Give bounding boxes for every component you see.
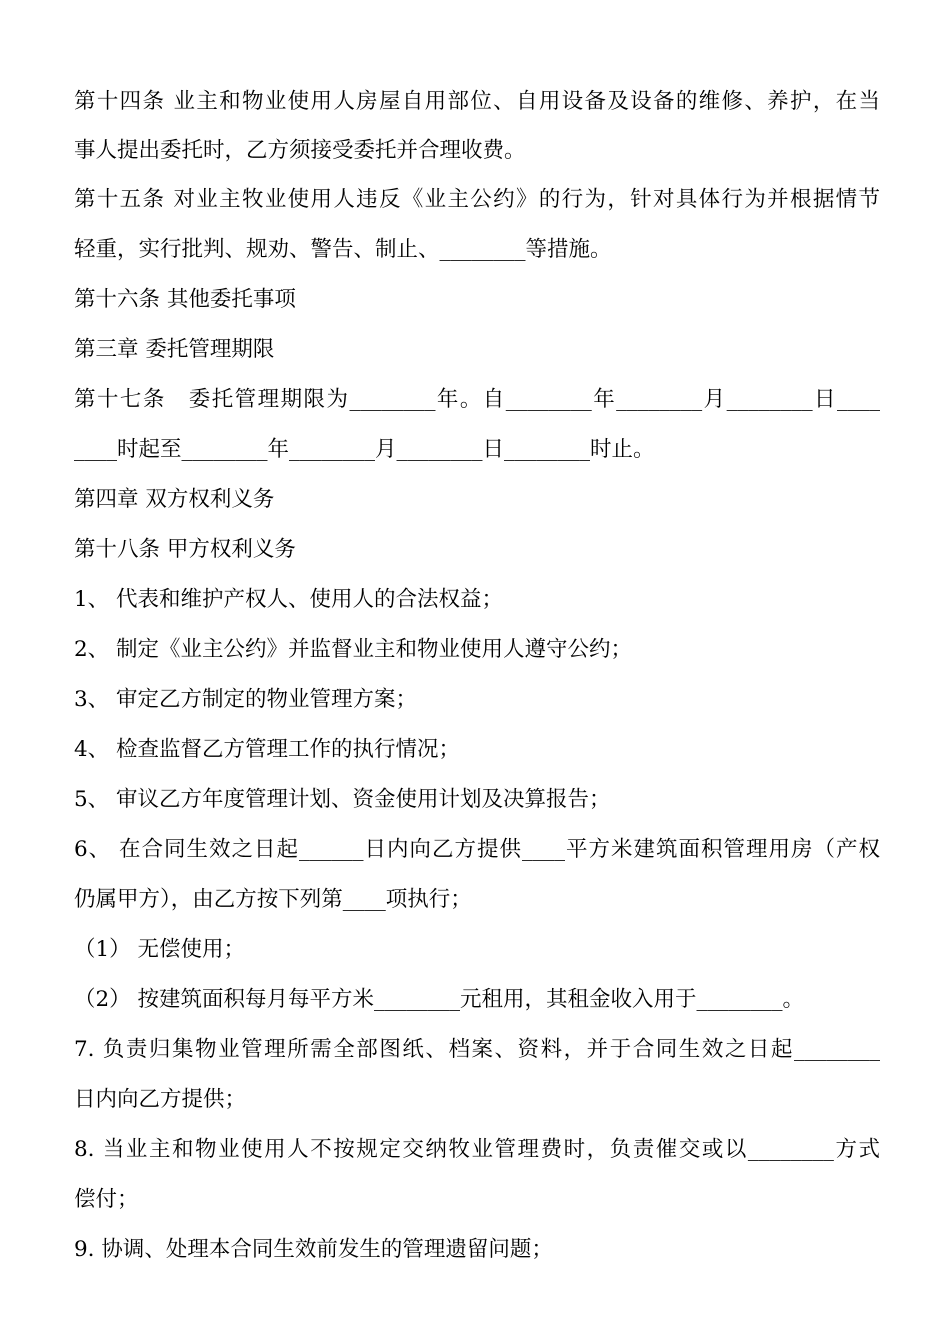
line-art18: 第十八条 甲方权利义务 [74,537,296,562]
line-art17-1: 第十七条 委托管理期限为________年。自________年________月________日____ [74,387,880,412]
line-art16: 第十六条 其他委托事项 [74,287,296,312]
line-art15-2: 轻重，实行批判、规劝、警告、制止、________等措施。 [74,237,612,262]
line-item6-1: 6、 在合同生效之日起______日内向乙方提供____平方米建筑面积管理用房（产权 [74,837,880,862]
line-art15-1: 第十五条 对业主牧业使用人违反《业主公约》的行为，针对具体行为并根据情节 [74,187,880,212]
line-item2: 2、 制定《业主公约》并监督业主和物业使用人遵守公约； [74,637,633,662]
line-chapter4: 第四章 双方权利义务 [74,487,275,512]
line-sub1: （1） 无偿使用； [74,937,246,962]
line-item5: 5、 审议乙方年度管理计划、资金使用计划及决算报告； [74,787,611,812]
line-item4: 4、 检查监督乙方管理工作的执行情况； [74,737,461,762]
line-chapter3: 第三章 委托管理期限 [74,337,275,362]
line-item8-2: 偿付； [74,1187,139,1212]
line-item7-2: 日内向乙方提供； [74,1087,247,1112]
line-item8-1: 8. 当业主和物业使用人不按规定交纳牧业管理费时，负责催交或以________方式 [74,1137,880,1162]
line-art14-2: 事人提出委托时，乙方须接受委托并合理收费。 [74,138,526,163]
line-item3: 3、 审定乙方制定的物业管理方案； [74,687,418,712]
line-item7-1: 7. 负责归集物业管理所需全部图纸、档案、资料，并于合同生效之日起________ [74,1037,880,1062]
line-item6-2: 仍属甲方），由乙方按下列第____项执行； [74,887,472,912]
line-item1: 1、 代表和维护产权人、使用人的合法权益； [74,587,504,612]
line-art14-1: 第十四条 业主和物业使用人房屋自用部位、自用设备及设备的维修、养护，在当 [74,89,880,114]
line-sub2: （2） 按建筑面积每月每平方米________元租用，其租金收入用于________。 [74,987,805,1012]
line-item9: 9. 协调、处理本合同生效前发生的管理遗留问题； [74,1237,553,1262]
line-art17-2: ____时起至________年________月________日________时止。 [74,437,655,462]
